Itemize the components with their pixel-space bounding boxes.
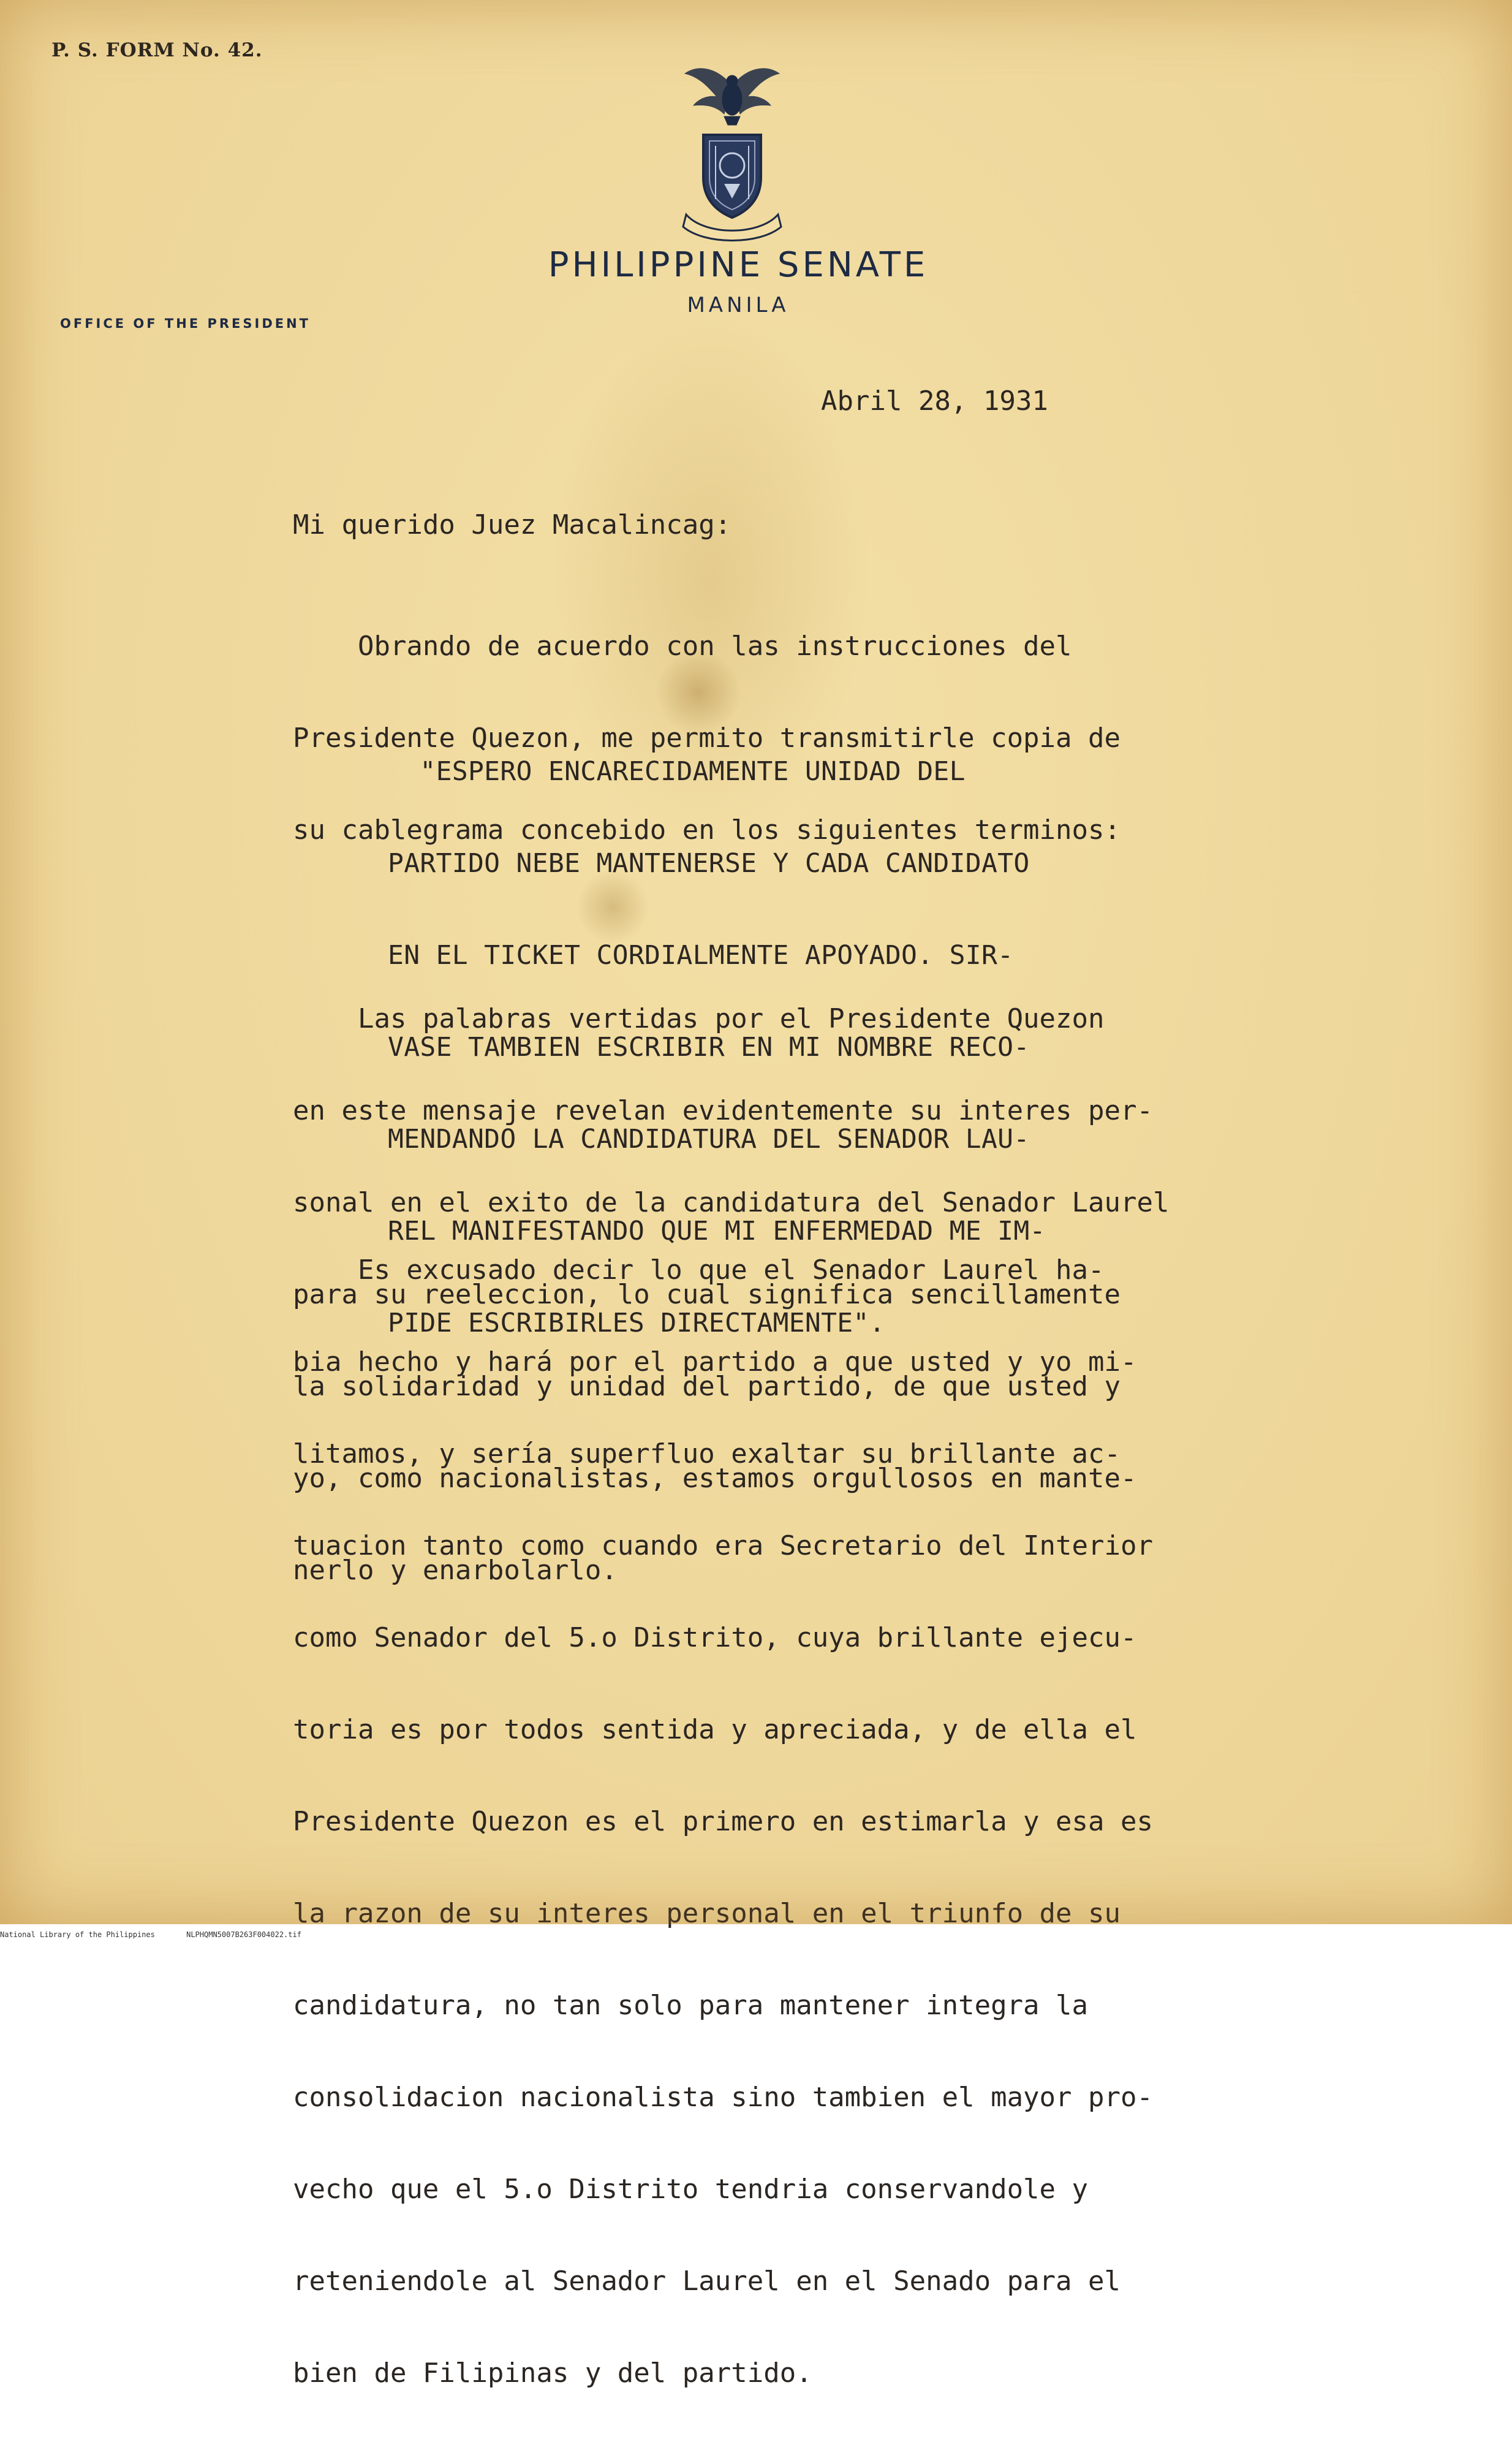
senate-name: PHILIPPINE SENATE bbox=[548, 245, 929, 285]
paragraph-line: vecho que el 5.o Distrito tendria conservandole y bbox=[293, 2174, 1089, 2205]
scan-footer bbox=[0, 1930, 328, 1939]
letter-date: Abril 28, 1931 bbox=[821, 385, 1048, 417]
paragraph-line: litamos, y sería superfluo exaltar su brillante ac- bbox=[293, 1438, 1121, 1470]
footer-library: National Library of the Philippines bbox=[0, 1930, 155, 1939]
quote-line: "ESPERO ENCARECIDAMENTE UNIDAD DEL bbox=[388, 756, 966, 787]
quote-line: EN EL TICKET CORDIALMENTE APOYADO. SIR- bbox=[388, 940, 1014, 971]
paragraph-line: la solidaridad y unidad del partido, de que usted y bbox=[293, 1371, 1121, 1402]
paragraph-line: yo, como nacionalistas, estamos orgullosos en mante- bbox=[293, 1463, 1137, 1494]
quote-line: PIDE ESCRIBIRLES DIRECTAMENTE". bbox=[388, 1308, 885, 1338]
paragraph-line: Es excusado decir lo que el Senador Laurel ha- bbox=[293, 1254, 1105, 1286]
footer-filename: NLPHQMN5007B263F004022.tif bbox=[186, 1930, 301, 1939]
paragraph-line: bien de Filipinas y del partido. bbox=[293, 2357, 812, 2389]
paragraph-line: toria es por todos sentida y apreciada, y de ella el bbox=[293, 1714, 1137, 1745]
quote-line: REL MANIFESTANDO QUE MI ENFERMEDAD ME IM- bbox=[388, 1216, 1046, 1246]
paragraph-line: en este mensaje revelan evidentemente su interes per- bbox=[293, 1095, 1153, 1126]
paragraph-line: Presidente Quezon es el primero en estimarla y esa es bbox=[293, 1806, 1153, 1837]
cablegram-quote bbox=[388, 695, 1046, 1400]
paragraph-2 bbox=[293, 942, 1169, 1647]
form-number: P. S. FORM No. 42. bbox=[51, 39, 263, 61]
paragraph-line: sonal en el exito de la candidatura del Senador Laurel bbox=[293, 1187, 1170, 1218]
quote-line: MENDANDO LA CANDIDATURA DEL SENADOR LAU- bbox=[388, 1124, 1030, 1155]
paragraph-line: tuacion tanto como cuando era Secretario del Interior bbox=[293, 1530, 1153, 1561]
senate-city: MANILA bbox=[687, 293, 790, 317]
paragraph-line: la razon de su interes personal en el triunfo de su bbox=[293, 1898, 1121, 1929]
quote-line: PARTIDO NEBE MANTENERSE Y CADA CANDIDATO bbox=[388, 848, 1030, 879]
paragraph-line: su cablegrama concebido en los siguientes terminos: bbox=[293, 814, 1121, 846]
paragraph-line: reteniendole al Senador Laurel en el Senado para el bbox=[293, 2266, 1121, 2297]
paragraph-line: Presidente Quezon, me permito transmitirle copia de bbox=[293, 722, 1121, 754]
paragraph-3 bbox=[293, 1194, 1153, 2450]
senate-seal-icon bbox=[680, 61, 784, 245]
paragraph-line: para su reeleccion, lo cual significa sencillamente bbox=[293, 1279, 1121, 1310]
paragraph-line: nerlo y enarbolarlo. bbox=[293, 1555, 618, 1586]
paragraph-line: consolidacion nacionalista sino tambien el mayor pro- bbox=[293, 2082, 1153, 2113]
office-line: OFFICE OF THE PRESIDENT bbox=[60, 316, 311, 331]
paragraph-line: candidatura, no tan solo para mantener integra la bbox=[293, 1990, 1089, 2021]
paragraph-1 bbox=[293, 570, 1121, 907]
paragraph-line: Las palabras vertidas por el Presidente Quezon bbox=[293, 1003, 1105, 1034]
paragraph-line: como Senador del 5.o Distrito, cuya brillante ejecu- bbox=[293, 1622, 1137, 1653]
salutation: Mi querido Juez Macalincag: bbox=[293, 509, 731, 540]
paragraph-line: bia hecho y hará por el partido a que usted y yo mi- bbox=[293, 1346, 1137, 1378]
paragraph-line: Obrando de acuerdo con las instrucciones del bbox=[293, 631, 1072, 662]
quote-line: VASE TAMBIEN ESCRIBIR EN MI NOMBRE RECO- bbox=[388, 1032, 1030, 1063]
